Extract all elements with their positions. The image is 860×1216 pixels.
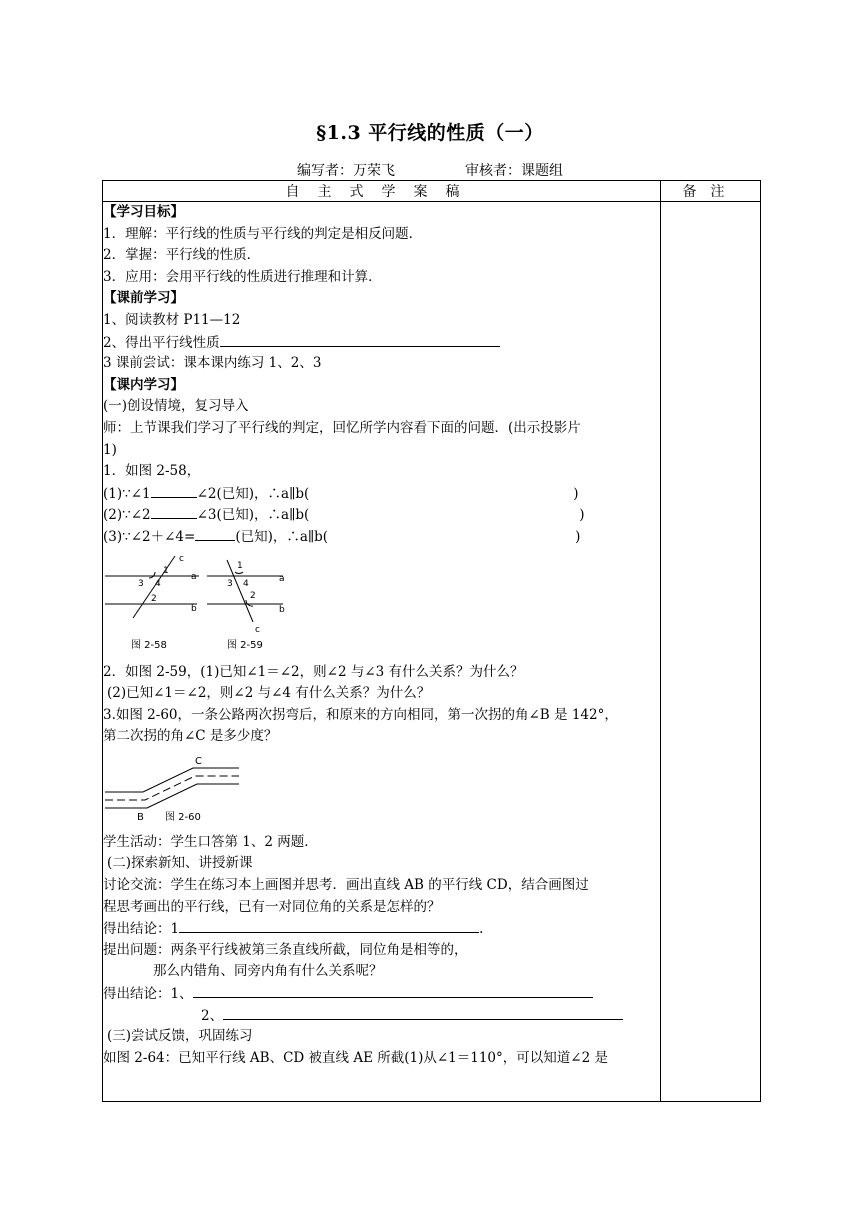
authors-line bbox=[0, 160, 860, 180]
intro-line-b: 1) bbox=[103, 441, 117, 458]
svg-text:B: B bbox=[137, 811, 144, 823]
conclusion-2b: 2、 bbox=[103, 1005, 660, 1027]
question-1a: (1)∵∠1 ∠2(已知)，∴a∥b( ) bbox=[103, 483, 660, 505]
content-cell bbox=[103, 202, 661, 1102]
student-activity: 学生活动：学生口答第 1、2 两题． bbox=[103, 833, 318, 850]
svg-text:1: 1 bbox=[163, 565, 169, 576]
discuss-line-b: 程思考画出的平行线，已有一对同位角的关系是怎样的？ bbox=[103, 898, 441, 915]
notes-cell bbox=[661, 202, 761, 1102]
goal-1: 1．理解：平行线的性质与平行线的判定是相反问题． bbox=[103, 225, 423, 242]
conclusion-2: 得出结论：1、 bbox=[103, 983, 660, 1005]
svg-text:a: a bbox=[191, 571, 197, 582]
conclusion-1: 得出结论：1 . bbox=[103, 918, 660, 940]
worksheet-table bbox=[102, 180, 761, 1102]
svg-text:c: c bbox=[255, 624, 260, 635]
figure-2-58-59 bbox=[103, 552, 323, 656]
svg-text:4: 4 bbox=[243, 578, 249, 589]
question-3a: 3.如图 2-60，一条公路两次拐弯后，和原来的方向相同，第一次拐的角∠B 是 142°， bbox=[103, 706, 618, 723]
question-1b: (2)∵∠2 ∠3(已知)，∴a∥b( ) bbox=[103, 504, 660, 526]
svg-text:3: 3 bbox=[227, 578, 233, 589]
figures-58-59 bbox=[103, 552, 660, 658]
pre-item-1: 1、阅读教材 P11—12 bbox=[103, 311, 241, 328]
svg-text:b: b bbox=[279, 604, 285, 615]
caption-2-59: 图 2-59 bbox=[227, 639, 263, 651]
inclass-heading: 【课内学习】 bbox=[103, 376, 184, 393]
pre-item-2: 2、得出平行线性质 bbox=[103, 332, 660, 354]
svg-text:1: 1 bbox=[237, 560, 243, 571]
question-1: 1．如图 2-58， bbox=[103, 463, 201, 480]
goal-2: 2．掌握：平行线的性质． bbox=[103, 247, 261, 264]
caption-2-58: 图 2-58 bbox=[131, 639, 167, 651]
goals-heading: 【学习目标】 bbox=[103, 204, 184, 220]
figure-2-60 bbox=[103, 752, 660, 828]
discuss-line-a: 讨论交流：学生在练习本上画图并思考．画出直线 AB 的平行线 CD，结合画图过 bbox=[103, 877, 589, 894]
fill-blank bbox=[220, 332, 500, 347]
svg-text:C: C bbox=[195, 755, 202, 767]
caption-2-60: 图 2-60 bbox=[165, 811, 201, 823]
reviewer: 审核者：课题组 bbox=[465, 163, 563, 179]
svg-text:3: 3 bbox=[138, 578, 144, 589]
question-2a: 2．如图 2-59，(1)已知∠1＝∠2，则∠2 与∠3 有什么关系？为什么？ bbox=[103, 663, 524, 680]
writer: 编写者：万荣飞 bbox=[297, 163, 395, 179]
section-2: (二)探索新知、讲授新课 bbox=[107, 855, 253, 872]
pre-heading: 【课前学习】 bbox=[103, 290, 184, 307]
section-1: (一)创设情境，复习导入 bbox=[103, 398, 249, 415]
goal-3: 3．应用：会用平行线的性质进行推理和计算． bbox=[103, 268, 382, 285]
header-main: 自主式学案稿 bbox=[103, 181, 661, 202]
section-3: (三)尝试反馈，巩固练习 bbox=[107, 1028, 253, 1045]
practice-line: 如图 2-64：已知平行线 AB、CD 被直线 AE 所截(1)从∠1＝110°，可以知道∠2 是 bbox=[103, 1049, 608, 1066]
svg-text:2: 2 bbox=[151, 593, 157, 604]
svg-text:a: a bbox=[279, 573, 285, 584]
svg-text:c: c bbox=[179, 553, 184, 564]
question-line-a: 提出问题：两条平行线被第三条直线所截，同位角是相等的， bbox=[103, 941, 468, 958]
svg-text:b: b bbox=[191, 603, 197, 614]
question-2b: (2)已知∠1＝∠2，则∠2 与∠4 有什么关系？为什么？ bbox=[107, 685, 431, 702]
question-3b: 第二次拐的角∠C 是多少度？ bbox=[103, 728, 278, 745]
header-note: 备注 bbox=[661, 181, 761, 202]
svg-text:4: 4 bbox=[155, 578, 161, 589]
question-line-b: 那么内错角、同旁内角有什么关系呢？ bbox=[153, 963, 383, 980]
road-figure bbox=[103, 752, 263, 826]
intro-line-a: 师：上节课我们学习了平行线的判定，回忆所学内容看下面的问题．(出示投影片 bbox=[103, 419, 581, 436]
pre-item-3: 3 课前尝试：课本课内练习 1、2、3 bbox=[103, 355, 322, 372]
page-title: §1.3 平行线的性质（一） bbox=[316, 122, 544, 144]
question-1c: (3)∵∠2＋∠4= (已知)，∴a∥b( ) bbox=[103, 526, 660, 548]
svg-text:2: 2 bbox=[250, 590, 256, 601]
